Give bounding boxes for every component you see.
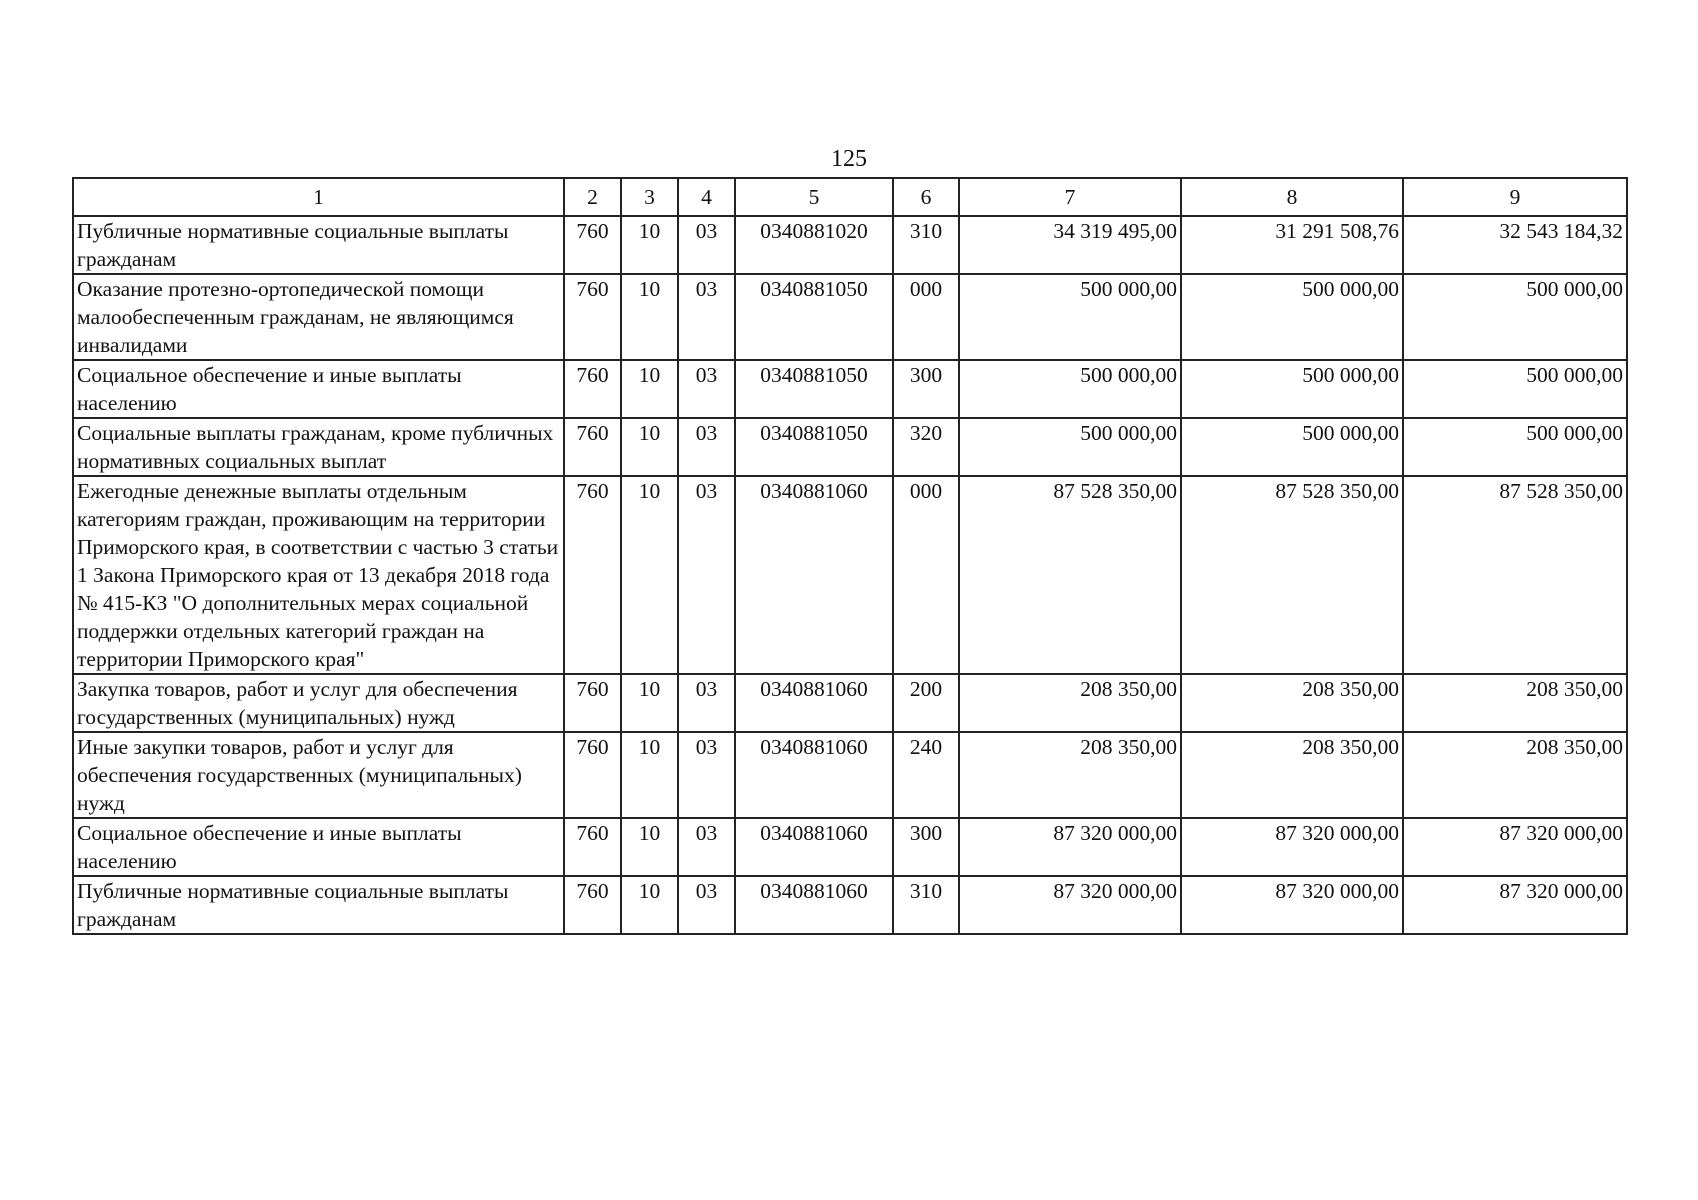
- row-c9: 208 350,00: [1403, 674, 1627, 732]
- row-name: Социальное обеспечение и иные выплаты населению: [73, 818, 564, 876]
- table-row: [73, 216, 1627, 274]
- table-row: [73, 876, 1627, 934]
- row-c2: 760: [564, 818, 621, 876]
- row-c2: 760: [564, 476, 621, 674]
- row-c6: 000: [893, 274, 959, 360]
- column-header-1: 1: [73, 178, 564, 216]
- row-c8: 208 350,00: [1181, 732, 1403, 818]
- row-c5: 0340881060: [735, 876, 893, 934]
- row-c5: 0340881060: [735, 476, 893, 674]
- row-c4: 03: [678, 216, 735, 274]
- row-c3: 10: [621, 876, 678, 934]
- table-row: [73, 476, 1627, 674]
- row-c3: 10: [621, 274, 678, 360]
- row-c8: 31 291 508,76: [1181, 216, 1403, 274]
- row-c5: 0340881060: [735, 732, 893, 818]
- table-row: [73, 818, 1627, 876]
- row-c3: 10: [621, 674, 678, 732]
- row-c2: 760: [564, 876, 621, 934]
- row-name: Публичные нормативные социальные выплаты гражданам: [73, 876, 564, 934]
- row-c7: 500 000,00: [959, 274, 1181, 360]
- row-c9: 87 320 000,00: [1403, 876, 1627, 934]
- row-c8: 500 000,00: [1181, 360, 1403, 418]
- row-c7: 87 528 350,00: [959, 476, 1181, 674]
- row-c6: 000: [893, 476, 959, 674]
- row-name: Социальное обеспечение и иные выплаты населению: [73, 360, 564, 418]
- column-header-6: 6: [893, 178, 959, 216]
- table-row: [73, 418, 1627, 476]
- column-header-2: 2: [564, 178, 621, 216]
- row-c7: 500 000,00: [959, 360, 1181, 418]
- row-c2: 760: [564, 732, 621, 818]
- page-number: 125: [831, 146, 867, 172]
- row-c9: 500 000,00: [1403, 274, 1627, 360]
- row-c6: 300: [893, 360, 959, 418]
- row-c9: 32 543 184,32: [1403, 216, 1627, 274]
- row-c6: 310: [893, 876, 959, 934]
- row-c2: 760: [564, 418, 621, 476]
- row-c3: 10: [621, 216, 678, 274]
- row-c8: 500 000,00: [1181, 418, 1403, 476]
- row-name: Публичные нормативные социальные выплаты гражданам: [73, 216, 564, 274]
- row-c5: 0340881050: [735, 418, 893, 476]
- row-c8: 87 528 350,00: [1181, 476, 1403, 674]
- table-row: [73, 360, 1627, 418]
- row-c6: 320: [893, 418, 959, 476]
- row-c4: 03: [678, 818, 735, 876]
- row-name: Социальные выплаты гражданам, кроме публичных нормативных социальных выплат: [73, 418, 564, 476]
- row-c4: 03: [678, 274, 735, 360]
- row-c4: 03: [678, 876, 735, 934]
- row-c5: 0340881060: [735, 818, 893, 876]
- row-c3: 10: [621, 360, 678, 418]
- column-header-4: 4: [678, 178, 735, 216]
- row-c5: 0340881050: [735, 274, 893, 360]
- row-c5: 0340881060: [735, 674, 893, 732]
- row-name: Иные закупки товаров, работ и услуг для обеспечения государственных (муниципальных) нужд: [73, 732, 564, 818]
- row-c4: 03: [678, 418, 735, 476]
- row-c4: 03: [678, 476, 735, 674]
- budget-table: [72, 177, 1628, 935]
- row-c5: 0340881020: [735, 216, 893, 274]
- row-c9: 87 320 000,00: [1403, 818, 1627, 876]
- row-c9: 500 000,00: [1403, 360, 1627, 418]
- row-c3: 10: [621, 732, 678, 818]
- row-name: Оказание протезно-ортопедической помощи малообеспеченным гражданам, не являющимся инвалидами: [73, 274, 564, 360]
- row-c8: 500 000,00: [1181, 274, 1403, 360]
- column-header-9: 9: [1403, 178, 1627, 216]
- row-c7: 34 319 495,00: [959, 216, 1181, 274]
- row-c4: 03: [678, 674, 735, 732]
- column-header-5: 5: [735, 178, 893, 216]
- row-c4: 03: [678, 732, 735, 818]
- column-header-8: 8: [1181, 178, 1403, 216]
- row-c7: 208 350,00: [959, 732, 1181, 818]
- row-name: Закупка товаров, работ и услуг для обеспечения государственных (муниципальных) нужд: [73, 674, 564, 732]
- row-c3: 10: [621, 418, 678, 476]
- row-c6: 310: [893, 216, 959, 274]
- row-name: Ежегодные денежные выплаты отдельным категориям граждан, проживающим на территории Приморского края, в соответствии с частью 3 статьи 1 Закона Приморского края от 13 декабря 2018 года № 415-КЗ "О дополнительных мерах социальной поддержки отдельных категорий граждан на территории Приморского края": [73, 476, 564, 674]
- row-c3: 10: [621, 476, 678, 674]
- row-c2: 760: [564, 216, 621, 274]
- row-c9: 87 528 350,00: [1403, 476, 1627, 674]
- row-c5: 0340881050: [735, 360, 893, 418]
- row-c9: 500 000,00: [1403, 418, 1627, 476]
- table-row: [73, 732, 1627, 818]
- row-c9: 208 350,00: [1403, 732, 1627, 818]
- row-c7: 500 000,00: [959, 418, 1181, 476]
- row-c7: 208 350,00: [959, 674, 1181, 732]
- row-c3: 10: [621, 818, 678, 876]
- row-c7: 87 320 000,00: [959, 876, 1181, 934]
- row-c4: 03: [678, 360, 735, 418]
- table-row: [73, 674, 1627, 732]
- row-c8: 208 350,00: [1181, 674, 1403, 732]
- table-row: [73, 274, 1627, 360]
- row-c2: 760: [564, 274, 621, 360]
- row-c2: 760: [564, 360, 621, 418]
- row-c6: 300: [893, 818, 959, 876]
- row-c8: 87 320 000,00: [1181, 876, 1403, 934]
- row-c2: 760: [564, 674, 621, 732]
- row-c6: 200: [893, 674, 959, 732]
- row-c8: 87 320 000,00: [1181, 818, 1403, 876]
- column-header-3: 3: [621, 178, 678, 216]
- row-c6: 240: [893, 732, 959, 818]
- column-header-7: 7: [959, 178, 1181, 216]
- header-row: [73, 178, 1627, 216]
- row-c7: 87 320 000,00: [959, 818, 1181, 876]
